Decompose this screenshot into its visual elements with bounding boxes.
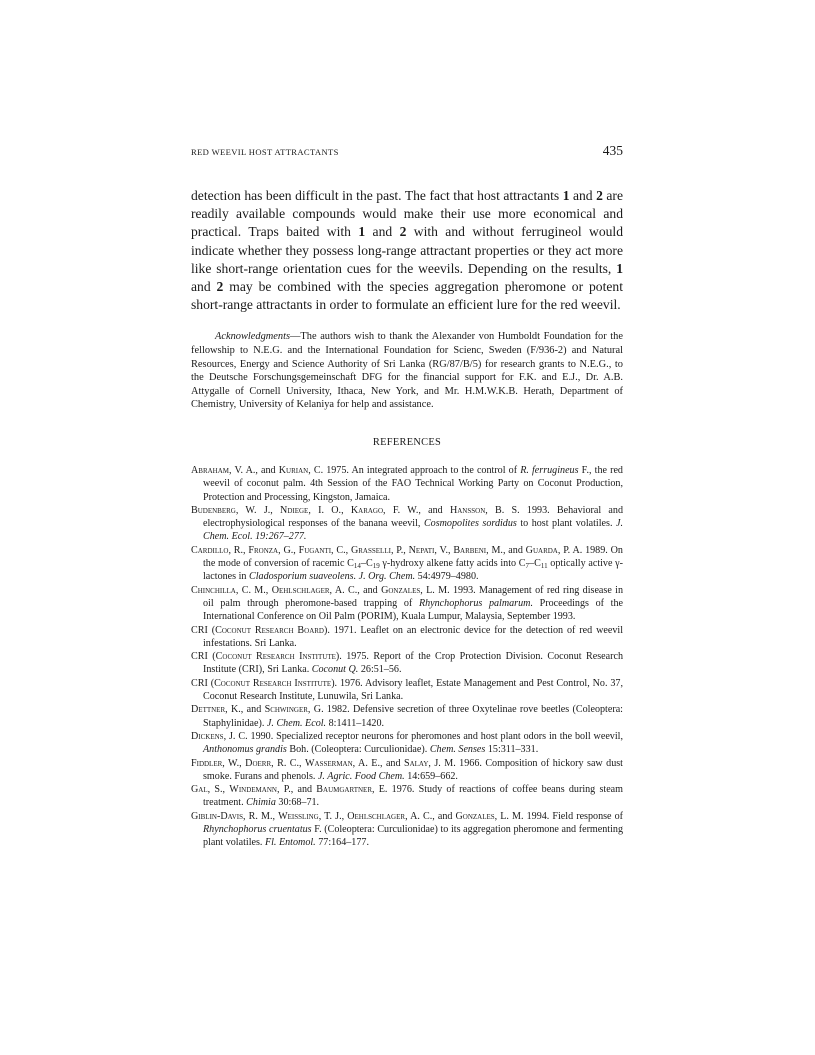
journal-page <box>191 141 623 850</box>
running-title: RED WEEVIL HOST ATTRACTANTS <box>191 147 339 157</box>
reference-item: Cardillo, R., Fronza, G., Fuganti, C., Grasselli, P., Nepati, V., Barbeni, M., and Guarda, P. A. 1989. On the mode of conversion of racemic $C_{14}-C_{19}$ γ-hydroxy alkene fatty acids into $C_7-C_{11}$ optically active γ-lactones in Cladosporium suaveolens. J. Org. Chem. 54:4979–4980. <box>191 544 623 583</box>
reference-item: CRI (Coconut Research Board). 1971. Leaflet on an electronic device for the detection of red weevil infestations. Sri Lanka. <box>191 624 623 649</box>
reference-item: Dettner, K., and Schwinger, G. 1982. Defensive secretion of three Oxytelinae rove beetles (Coleoptera: Staphylinidae). J. Chem. Ecol. 8:1411–1420. <box>191 704 623 729</box>
reference-item: CRI (Coconut Research Institute). 1976. Advisory leaflet, Estate Management and Pest Control, No. 37, Coconut Research Institute, Lunuwila, Sri Lanka. <box>191 677 623 703</box>
reference-list <box>191 464 623 850</box>
reference-item: Abraham, V. A., and Kurian, C. 1975. An integrated approach to the control of R. ferrugineus F., the red weevil of coconut palm. 4th Session of the FAO Technical Working Party on Coconut Production, Protection and Processing, Kingston, Jamaica. <box>191 464 623 503</box>
body-paragraph: detection has been difficult in the past. The fact that host attractants 1 and 2 are readily available compounds would make their use more economical and practical. Traps baited with 1 and 2 with and without ferrugineol would indicate whether they possess long-range attractant properties or they act more like short-range orientation cues for the weevils. Depending on the results, 1 and 2 may be combined with the species aggregation pheromone or potent short-range attractants in order to formulate an efficient lure for the red weevil. <box>191 188 624 313</box>
acknowledgments <box>191 330 623 412</box>
reference-item: Gal, S., Windemann, P., and Baumgartner, E. 1976. Study of reactions of coffee beans during steam treatment. Chimia 30:68–71. <box>191 784 624 809</box>
reference-item: Budenberg, W. J., Ndiege, I. O., Karago, F. W., and Hansson, B. S. 1993. Behavioral and electrophysiological responses of the banana weevil, Cosmopolites sordidus to host plant volatiles. J. Chem. Ecol. 19:267–277. <box>191 504 624 543</box>
reference-item: Dickens, J. C. 1990. Specialized receptor neurons for pheromones and host plant odors in the boll weevil, Anthonomus grandis Boh. (Coleoptera: Curculionidae). Chem. Senses 15:311–331. <box>191 730 623 756</box>
reference-item: Fiddler, W., Doerr, R. C., Wasserman, A. E., and Salay, J. M. 1966. Composition of hickory saw dust smoke. Furans and phenols. J. Agric. Food Chem. 14:659–662. <box>191 757 623 782</box>
acknowledgments-text: —The authors wish to thank the Alexander von Humboldt Foundation for the fellowship to N.E.G. and the International Foundation for Scienc, Sweden (F/936-2) and Natural Resources, Energy and Science Authority of Sri Lanka (RG/87/B/5) for research grants to N.E.G., to the Deutsche Forschungsgemeinschaft DFG for the financial support for F.K. and E.J., Dr. A.B. Attygalle of Cornell University, Ithaca, New York, and Mr. H.M.W.K.B. Herath, Department of Chemistry, University of Kelaniya for help and assistance. <box>191 331 623 411</box>
reference-item: Giblin-Davis, R. M., Weissling, T. J., Oehlschlager, A. C., and Gonzales, L. M. 1994. Field response of Rhynchophorus cruentatus F. (Coleoptera: Curculionidae) to its aggregation pheromone and fermenting plant volatiles. Fl. Entomol. 77:164–177. <box>191 810 624 849</box>
running-head <box>191 141 623 161</box>
page-number: 435 <box>602 143 623 158</box>
reference-item: CRI (Coconut Research Institute). 1975. Report of the Crop Protection Division. Coconut Research Institute (CRI), Sri Lanka. Coconut Q. 26:51–56. <box>191 651 624 676</box>
reference-item: Chinchilla, C. M., Oehlschlager, A. C., and Gonzales, L. M. 1993. Management of red ring disease in oil palm through pheromone-based trapping of Rhynchophorus palmarum. Proceedings of the International Conference on Oil Palm (PORIM), Kuala Lumpur, Malaysia, September 1993. <box>191 584 624 623</box>
references-heading: REFERENCES <box>372 436 442 448</box>
acknowledgments-label: Acknowledgments <box>215 331 291 343</box>
